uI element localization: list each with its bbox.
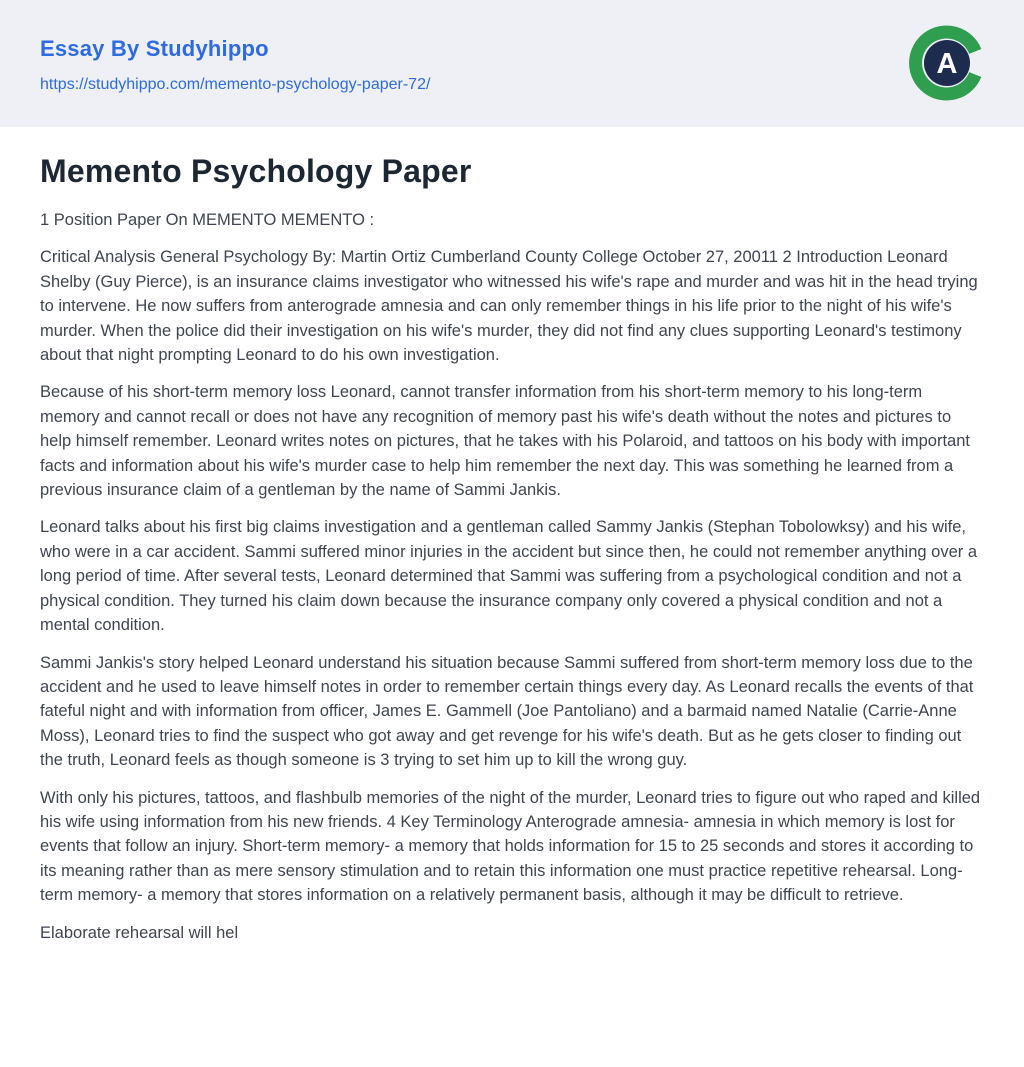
essay-paragraph: Because of his short-term memory loss Leonard, cannot transfer information from his short-term memory to his long-term memory and cannot recall or does not have any recognition of memory past his wife's death without the notes and pictures to help himself remember. Leonard writes notes on pictures, that he takes with his Polaroid, and tattoos on his body with important facts and information about his wife's murder case to help him remember the next day. This was something he learned from a previous insurance claim of a gentleman by the name of Sammi Jankis.	[40, 383, 970, 500]
essay-paragraph: Leonard talks about his first big claims investigation and a gentleman called Sammy Jankis (Stephan Tobolowksy) and his wife, who were in a car accident. Sammi suffered minor injuries in the accident but since then, he could not remember anything over a long period of time. After several tests, Leonard determined that Sammi was suffering from a psychological condition and not a physical condition. They turned his claim down because the insurance company only covered a physical condition and not a mental condition.	[40, 518, 978, 635]
essay-paragraph: Sammi Jankis's story helped Leonard understand his situation because Sammi suffered from short-term memory loss due to the accident and he used to leave himself notes in order to remember certain things every day. As Leonard recalls the events of that fateful night and with information from officer, James E. Gammell (Joe Pantoliano) and a barmaid named Natalie (Carrie-Anne Moss), Leonard tries to find the suspect who got away and get revenge for his wife's death. But as he gets closer to finding out the truth, Leonard feels as though someone is 3 trying to set him up to kill the wrong guy.	[40, 653, 974, 770]
essay-paragraph: 1 Position Paper On MEMENTO MEMENTO :	[40, 211, 375, 229]
page-header	[0, 0, 1024, 127]
essay-paragraph: Elaborate rehearsal will hel	[40, 923, 239, 942]
studyhippo-logo[interactable]	[908, 24, 986, 102]
essay-article	[0, 127, 1024, 985]
essay-paragraph: With only his pictures, tattoos, and flashbulb memories of the night of the murder, Leonard tries to figure out who raped and killed his wife using information from his new friends. 4 Key Terminology Anterograde amnesia- amnesia in which memory is lost for events that follow an injury. Short-term memory- a memory that holds information for 15 to 25 seconds and stores it according to its meaning rather than as mere sensory stimulation and to retain this information one must practice repetitive rehearsal. Long-term memory- a memory that stores information on a relatively permanent basis, although it may be difficult to retrieve.	[40, 788, 981, 905]
logo-letter: A	[936, 48, 958, 80]
site-byline: Essay By Studyhippo	[40, 36, 269, 61]
essay-paragraph: Critical Analysis General Psychology By: Martin Ortiz Cumberland County College October 27, 20011 2 Introduction Leonard Shelby (Guy Pierce), is an insurance claims investigator who witnessed his wife's rape and murder and was hit in the head trying to intervene. He now suffers from anterograde amnesia and can only remember things in his life prior to the night of his wife's murder. When the police did their investigation on his wife's murder, they did not find any clues supporting Leonard's testimony about that night prompting Leonard to do his own investigation.	[40, 248, 978, 365]
studyhippo-logo-icon	[908, 24, 986, 102]
page-title: Memento Psychology Paper	[40, 153, 472, 189]
source-url-link[interactable]: https://studyhippo.com/memento-psychology-paper-72/	[40, 76, 431, 93]
